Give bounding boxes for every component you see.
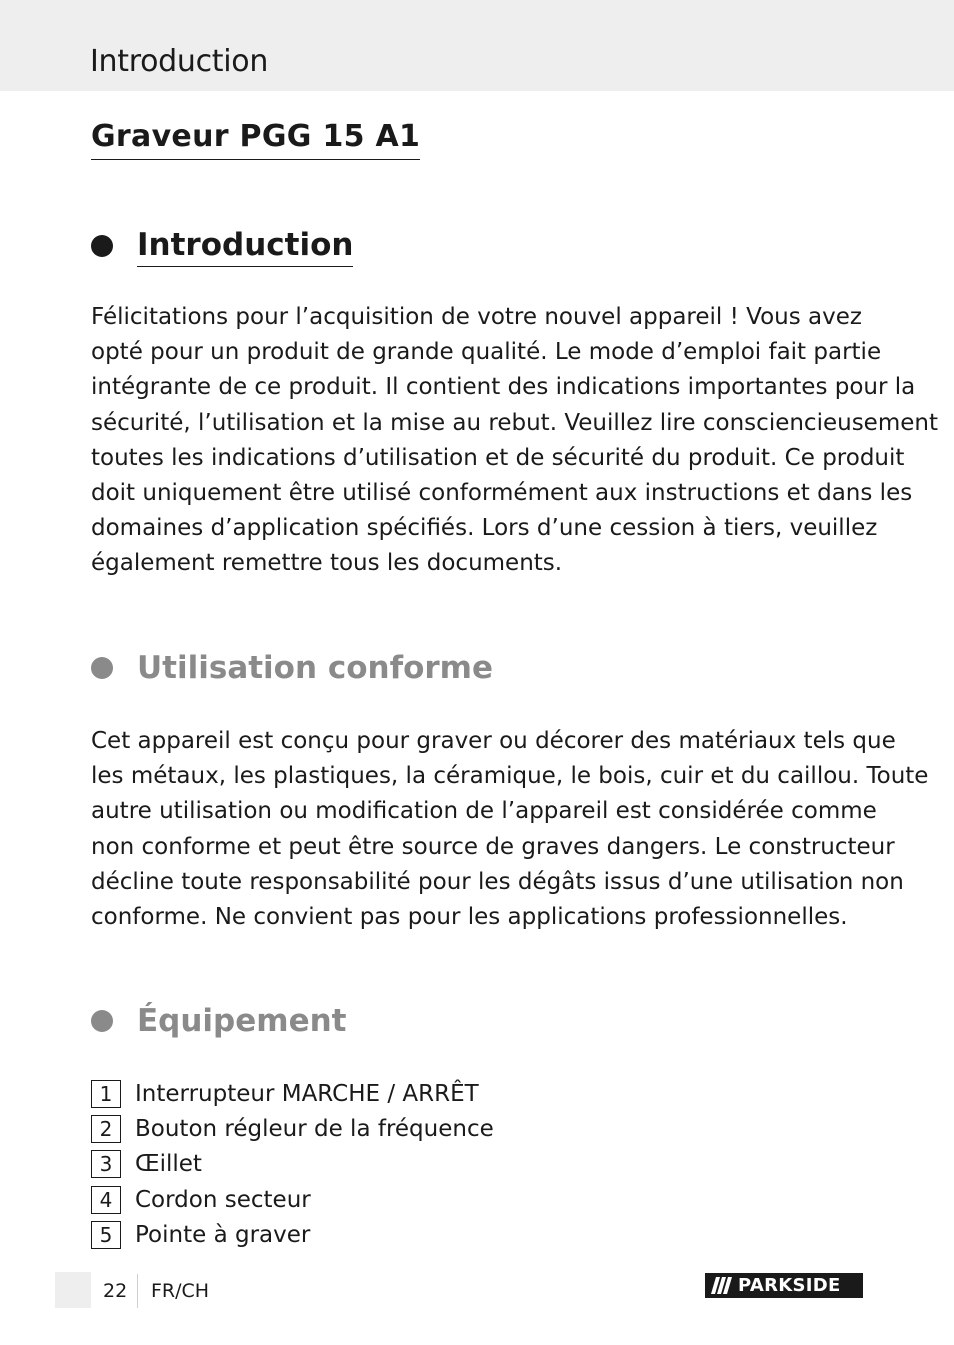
section-heading-equipement (91, 1001, 347, 1041)
paragraph-line: doit uniquement être utilisé conformément aux instructions et dans les (91, 480, 913, 507)
item-number-box: 3 (91, 1150, 121, 1178)
item-label: Interrupteur MARCHE / ARRÊT (135, 1080, 479, 1107)
item-label: Bouton régleur de la fréquence (135, 1115, 494, 1142)
parkside-logo (705, 1273, 863, 1298)
paragraph-line: sécurité, l’utilisation et la mise au rebut. Veuillez lire consciencieusement (91, 409, 938, 436)
section-heading-utilisation-conforme (91, 648, 493, 688)
list-item (91, 1217, 494, 1252)
list-item (91, 1147, 494, 1182)
section-title: Utilisation conforme (137, 650, 493, 686)
footer-divider (137, 1274, 138, 1308)
bullet-icon (91, 1010, 113, 1032)
paragraph-line: non conforme et peut être source de graves dangers. Le constructeur (91, 833, 895, 860)
bullet-icon (91, 235, 113, 257)
brand-name: PARKSIDE (738, 1275, 841, 1296)
document-title-container (91, 118, 420, 160)
item-number-box: 2 (91, 1115, 121, 1143)
paragraph-line: intégrante de ce produit. Il contient des indications importantes pour la (91, 374, 916, 401)
paragraph-line: conforme. Ne convient pas pour les applications professionnelles. (91, 904, 848, 931)
utilisation-paragraph (91, 724, 929, 935)
section-title: Équipement (137, 1003, 347, 1039)
page-number: 22 (103, 1280, 128, 1302)
paragraph-line: également remettre tous les documents. (91, 550, 563, 577)
item-number-box: 5 (91, 1221, 121, 1249)
list-item (91, 1076, 494, 1111)
footer-marker (55, 1272, 91, 1308)
paragraph-line: toutes les indications d’utilisation et de sécurité du produit. Ce produit (91, 444, 905, 471)
introduction-paragraph (91, 300, 938, 582)
bullet-icon (91, 657, 113, 679)
paragraph-line: domaines d’application spécifiés. Lors d’une cession à tiers, veuillez (91, 515, 878, 542)
list-item (91, 1111, 494, 1146)
paragraph-line: Cet appareil est conçu pour graver ou décorer des matériaux tels que (91, 728, 896, 754)
paragraph-line: autre utilisation ou modification de l’appareil est considérée comme (91, 798, 877, 825)
language-code: FR/CH (151, 1280, 210, 1302)
paragraph-line: opté pour un produit de grande qualité. Le mode d’emploi fait partie (91, 339, 882, 366)
section-heading-introduction (91, 225, 353, 267)
paragraph-line: Félicitations pour l’acquisition de votre nouvel appareil ! Vous avez (91, 304, 862, 330)
paragraph-line: les métaux, les plastiques, la céramique, le bois, cuir et du caillou. Toute (91, 763, 929, 790)
list-item (91, 1182, 494, 1217)
paragraph-line: décline toute responsabilité pour les dégâts issus d’une utilisation non (91, 868, 904, 895)
item-label: Œillet (135, 1151, 202, 1178)
item-number-box: 4 (91, 1186, 121, 1214)
section-title: Introduction (137, 225, 353, 267)
item-label: Pointe à graver (135, 1221, 311, 1248)
equipment-list (91, 1076, 494, 1252)
item-label: Cordon secteur (135, 1186, 311, 1213)
header-title: Introduction (90, 44, 269, 79)
slashes-icon (705, 1273, 735, 1298)
document-title: Graveur PGG 15 A1 (91, 119, 421, 154)
item-number-box: 1 (91, 1080, 121, 1108)
